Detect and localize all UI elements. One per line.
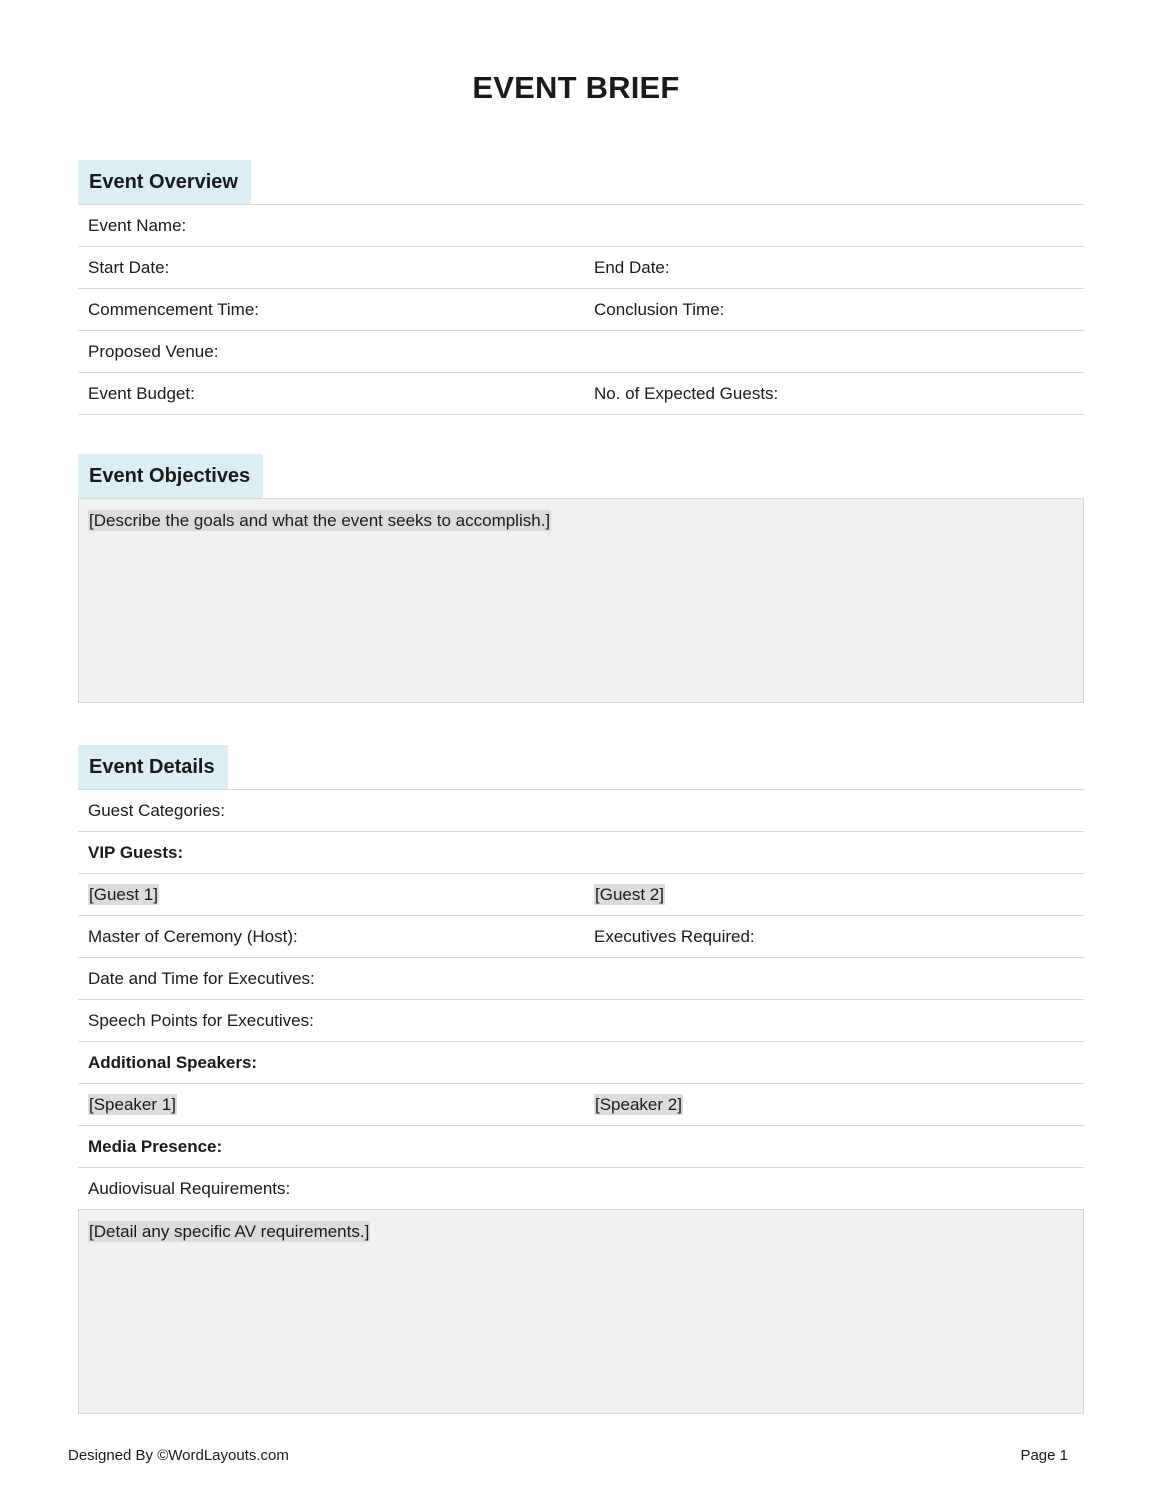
vip-guests-row <box>78 832 1084 874</box>
master-of-ceremony-label: Master of Ceremony (Host): <box>88 927 298 946</box>
executives-required-label: Executives Required: <box>594 927 755 946</box>
speech-points-label: Speech Points for Executives: <box>88 1011 314 1030</box>
footer-credit: Designed By ©WordLayouts.com <box>68 1447 289 1464</box>
speech-points-row[interactable] <box>78 1000 1084 1042</box>
document-title: EVENT BRIEF <box>472 70 680 105</box>
av-requirements-row[interactable] <box>78 1168 1084 1209</box>
times-row[interactable] <box>78 289 1084 331</box>
conclusion-time-label: Conclusion Time: <box>594 300 725 319</box>
dates-row[interactable] <box>78 247 1084 289</box>
start-date-label: Start Date: <box>88 258 170 277</box>
speakers-row[interactable] <box>78 1084 1084 1126</box>
speaker-2-placeholder: [Speaker 2] <box>595 1095 682 1114</box>
objectives-placeholder: [Describe the goals and what the event seeks to accomplish.] <box>89 511 551 530</box>
vip-guests-label: VIP Guests: <box>88 843 184 862</box>
footer-page-number: Page 1 <box>1020 1447 1068 1464</box>
executives-datetime-row[interactable] <box>78 958 1084 1000</box>
end-date-label: End Date: <box>594 258 670 277</box>
speaker-1-placeholder: [Speaker 1] <box>89 1095 176 1114</box>
guest-1-field[interactable] <box>88 874 159 915</box>
event-details-section <box>78 745 1084 1414</box>
av-requirements-placeholder: [Detail any specific AV requirements.] <box>89 1222 370 1241</box>
speaker-2-field[interactable] <box>594 1084 683 1125</box>
event-budget-label: Event Budget: <box>88 384 195 403</box>
host-row[interactable] <box>78 916 1084 958</box>
event-name-label: Event Name: <box>88 216 187 235</box>
venue-row[interactable] <box>78 331 1084 373</box>
budget-row[interactable] <box>78 373 1084 415</box>
guest-categories-row[interactable] <box>78 790 1084 832</box>
additional-speakers-label: Additional Speakers: <box>88 1053 258 1072</box>
event-details-heading: Event Details <box>78 745 228 789</box>
guest-1-placeholder: [Guest 1] <box>89 885 158 904</box>
media-presence-row[interactable] <box>78 1126 1084 1168</box>
guests-row[interactable] <box>78 874 1084 916</box>
av-requirements-label: Audiovisual Requirements: <box>88 1179 291 1198</box>
proposed-venue-label: Proposed Venue: <box>88 342 219 361</box>
speaker-1-field[interactable] <box>88 1084 177 1125</box>
date-time-executives-label: Date and Time for Executives: <box>88 969 315 988</box>
event-name-row[interactable] <box>78 205 1084 247</box>
guest-categories-label: Guest Categories: <box>88 801 226 820</box>
guest-2-placeholder: [Guest 2] <box>595 885 664 904</box>
expected-guests-label: No. of Expected Guests: <box>594 384 779 403</box>
event-objectives-section <box>78 454 1084 703</box>
event-objectives-heading: Event Objectives <box>78 454 263 498</box>
objectives-text-box[interactable] <box>78 498 1084 703</box>
event-overview-heading: Event Overview <box>78 160 251 204</box>
av-requirements-text-box[interactable] <box>78 1209 1084 1414</box>
media-presence-label: Media Presence: <box>88 1137 223 1156</box>
event-overview-section <box>78 160 1084 415</box>
commencement-time-label: Commencement Time: <box>88 300 259 319</box>
additional-speakers-row <box>78 1042 1084 1084</box>
guest-2-field[interactable] <box>594 874 665 915</box>
